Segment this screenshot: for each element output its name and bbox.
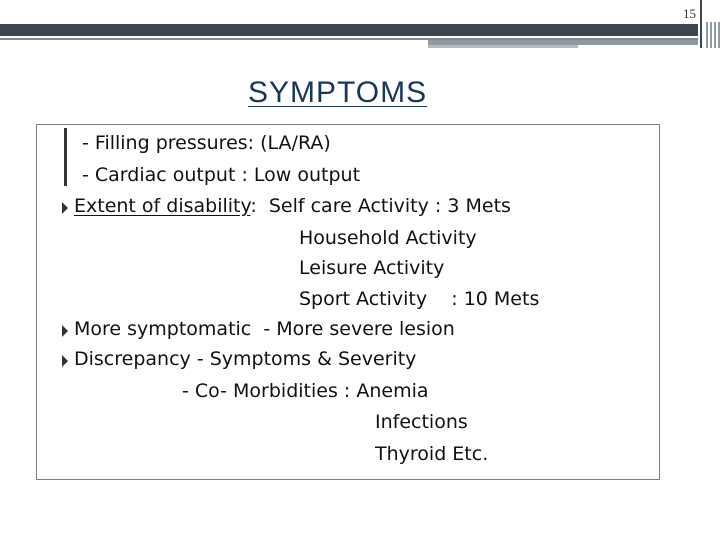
line-extent-of-disability [74,195,511,217]
line-discrepancy: Discrepancy - Symptoms & Severity [74,348,417,370]
bullet-icon [62,355,68,367]
line-sport-activity: Sport Activity : 10 Mets [299,288,540,310]
line-more-symptomatic: More symptomatic - More severe lesion [74,318,455,340]
left-emphasis-bar [64,128,67,186]
header-band [0,24,698,36]
slide-title: SYMPTOMS [248,76,428,109]
line-thyroid: Thyroid Etc. [375,443,489,465]
slide-number: 15 [683,6,696,21]
line-cardiac-output: - Cardiac output : Low output [82,164,361,186]
line-filling-pressures: - Filling pressures: (LA/RA) [82,132,331,154]
line-co-morbidities: - Co- Morbidities : Anemia [182,380,429,402]
line-household-activity: Household Activity [299,227,477,249]
line-infections: Infections [375,411,468,433]
header-accent-band-light [428,45,578,48]
side-decoration-bar [700,0,702,48]
bullet-icon [62,202,68,214]
extent-self-care: : Self care Activity : 3 Mets [250,195,511,217]
bullet-icon [62,325,68,337]
line-leisure-activity: Leisure Activity [299,257,445,279]
side-decoration-stripes [706,22,720,48]
extent-label: Extent of disability [74,195,251,217]
